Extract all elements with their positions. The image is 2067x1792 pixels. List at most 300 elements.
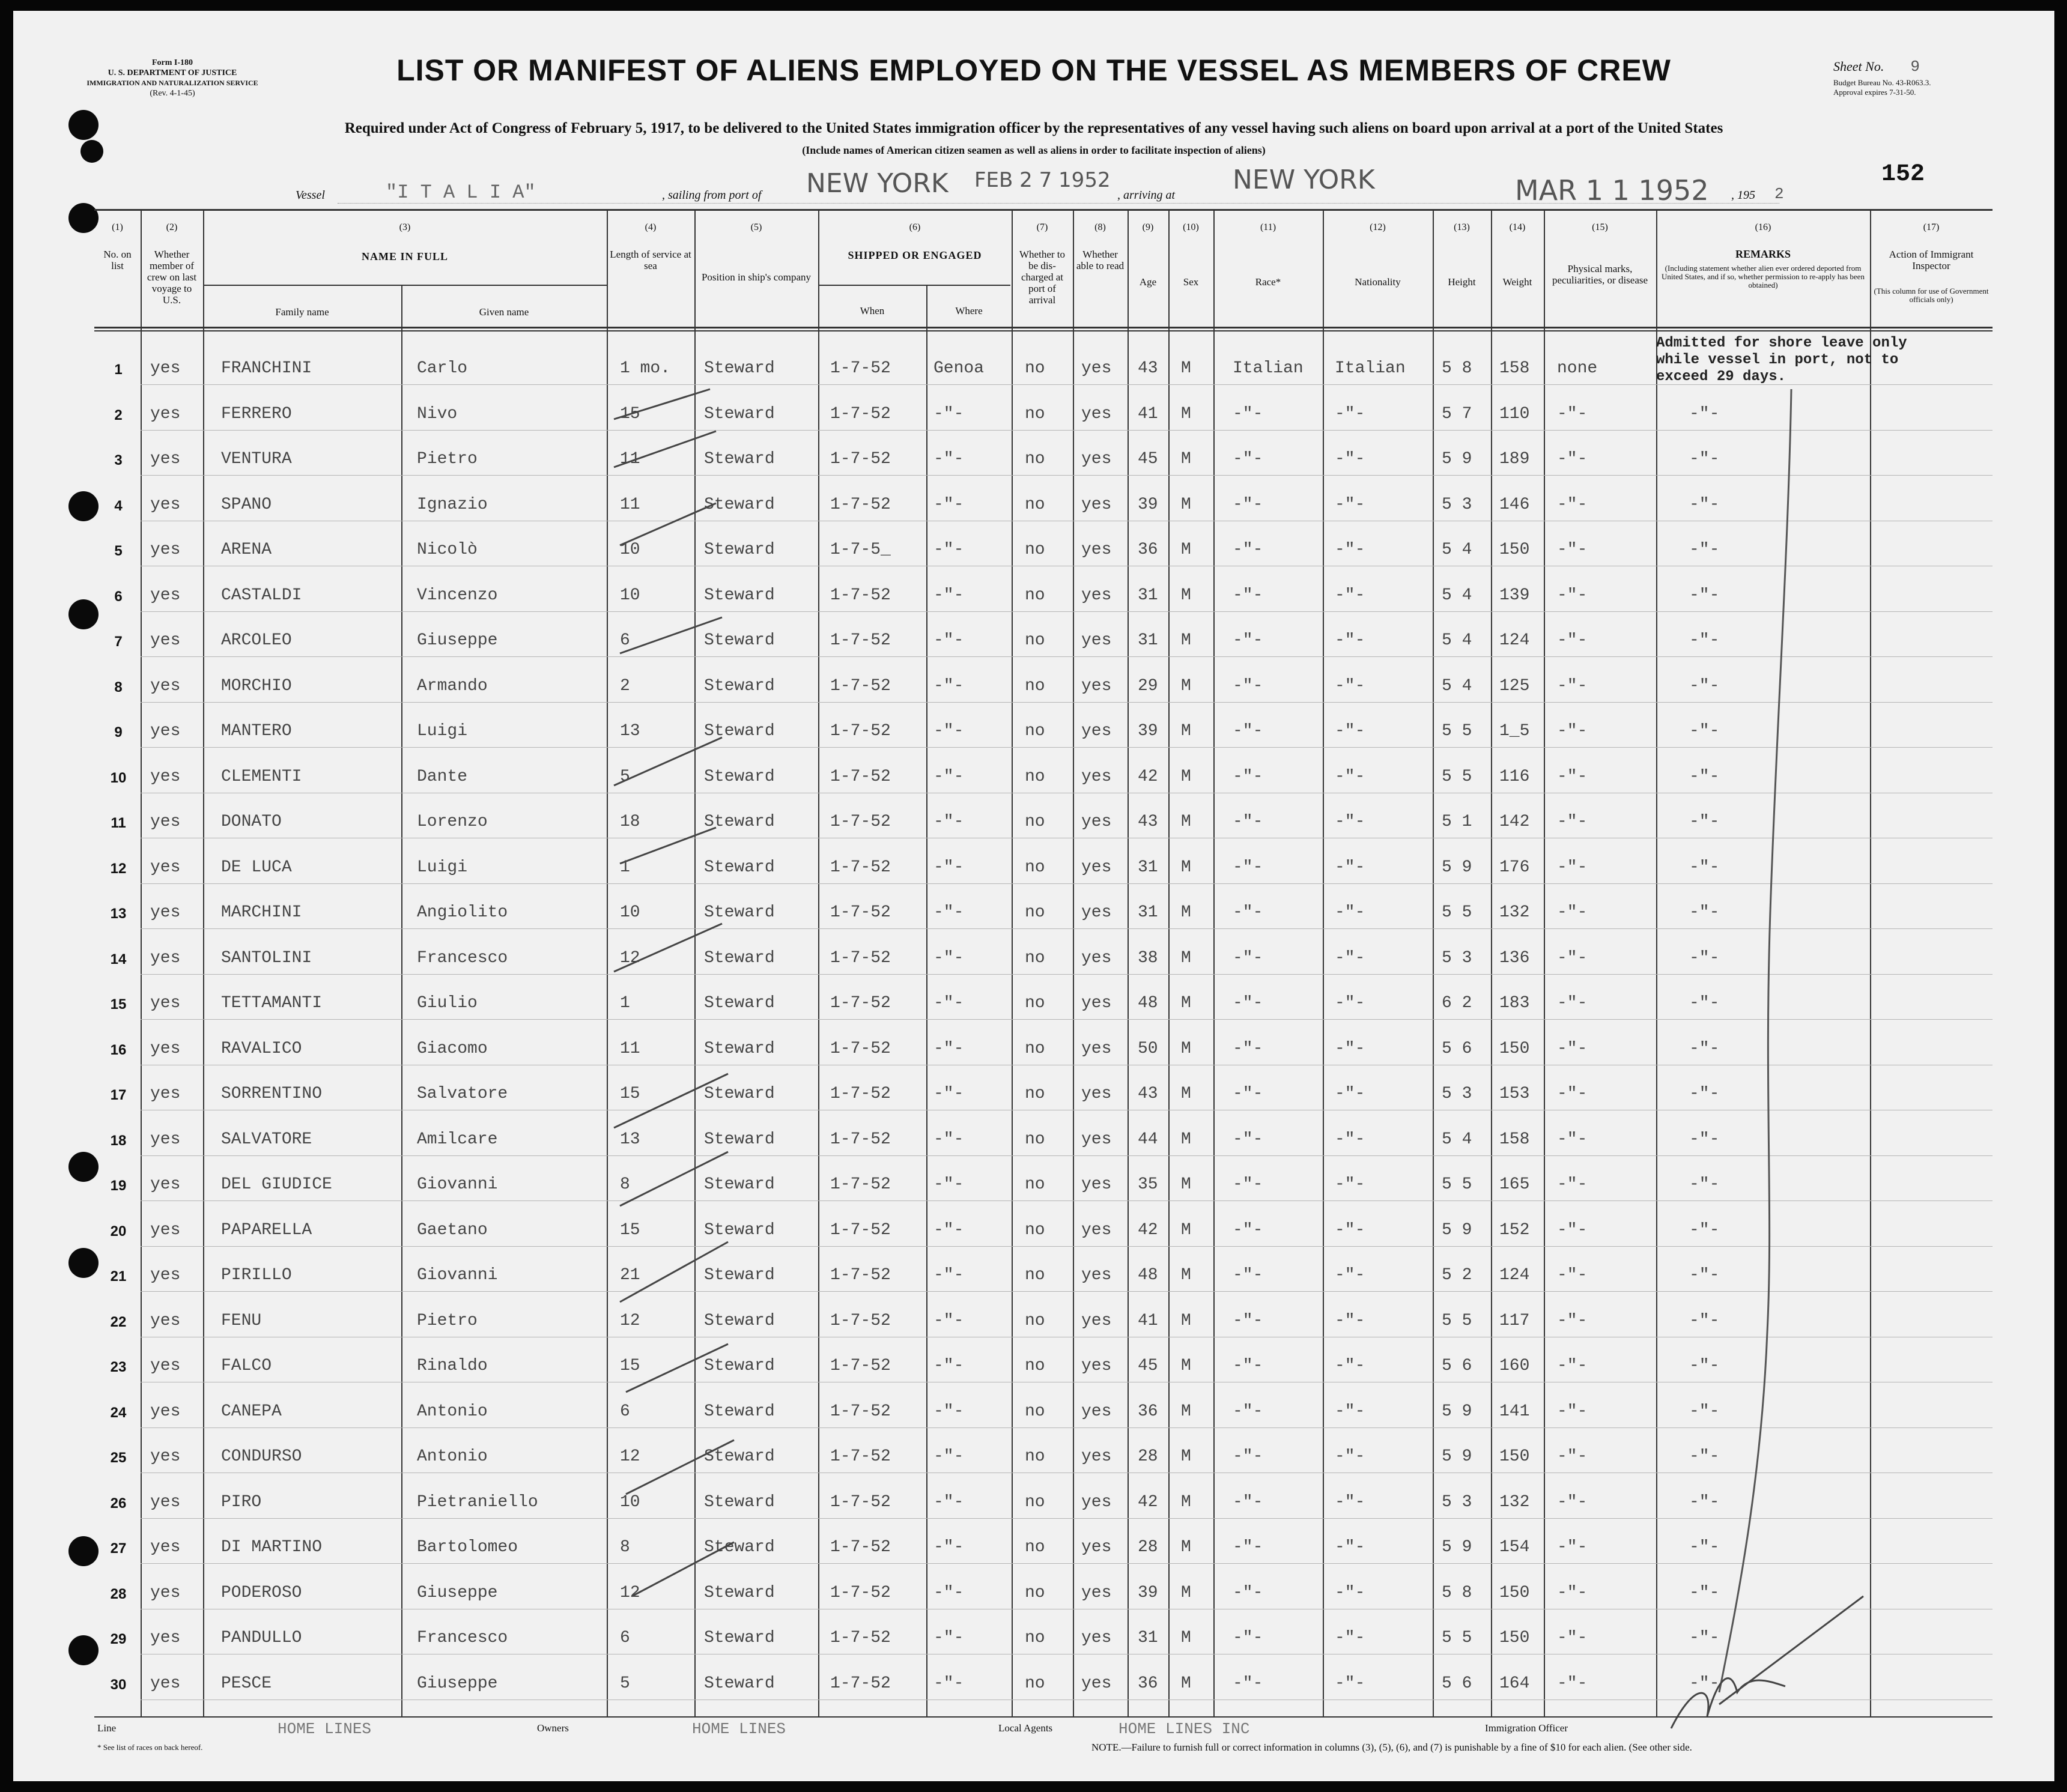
row-number: 26 <box>110 1495 127 1512</box>
position-cell: Steward <box>704 1492 775 1512</box>
family-name-cell: DI MARTINO <box>221 1538 323 1557</box>
shipped-when-cell: 1-7-52 <box>830 858 891 877</box>
remarks-cell: -"- <box>1689 1039 1720 1058</box>
height-cell: 5 4 <box>1442 676 1472 695</box>
physical-marks-cell: -"- <box>1557 1629 1588 1647</box>
column-header-c2: Whether member of crew on last voyage to U.S. <box>147 249 197 306</box>
sex-cell: M <box>1181 1266 1191 1285</box>
position-cell: Steward <box>704 858 775 877</box>
family-name-cell: ARCOLEO <box>221 631 292 650</box>
form-service: IMMIGRATION AND NATURALIZATION SERVICE <box>87 79 258 87</box>
voyage-cell: yes <box>150 1130 181 1149</box>
position-cell: Steward <box>704 359 775 378</box>
family-name-cell: FERRERO <box>221 404 292 423</box>
age-cell: 41 <box>1138 1311 1158 1330</box>
position-cell: Steward <box>704 450 775 468</box>
sex-cell: M <box>1181 359 1191 378</box>
given-name-cell: Pietro <box>417 450 478 468</box>
race-cell: -"- <box>1233 1447 1263 1466</box>
nationality-cell: -"- <box>1335 903 1365 922</box>
age-cell: 39 <box>1138 495 1158 514</box>
height-cell: 5 9 <box>1442 1538 1472 1557</box>
weight-cell: 117 <box>1499 1311 1530 1330</box>
voyage-cell: yes <box>150 1085 181 1103</box>
weight-cell: 146 <box>1499 495 1530 514</box>
service-cell: 18 <box>620 813 640 831</box>
physical-marks-cell: -"- <box>1557 948 1588 967</box>
service-cell: 6 <box>620 1629 630 1647</box>
shipped-where-cell: -"- <box>933 1266 964 1285</box>
row-number: 13 <box>110 906 127 922</box>
handwritten-annotations <box>13 11 2054 1781</box>
shipped-when-cell: 1-7-52 <box>830 1085 891 1103</box>
service-cell: 15 <box>620 1357 640 1375</box>
arrival-date: MAR 1 1 1952 <box>1515 174 1709 207</box>
column-header-c7: Whether to be dis-charged at port of arrival <box>1019 249 1065 306</box>
approval-expires: Approval expires 7-31-50. <box>1833 88 1916 97</box>
shipped-where-cell: -"- <box>933 1039 964 1058</box>
shipped-where-cell: -"- <box>933 676 964 695</box>
given-name-cell: Salvatore <box>417 1085 508 1103</box>
physical-marks-cell: -"- <box>1557 586 1588 605</box>
voyage-cell: yes <box>150 1266 181 1285</box>
weight-cell: 164 <box>1499 1674 1530 1693</box>
shipped-when-cell: 1-7-52 <box>830 813 891 831</box>
row-number: 25 <box>110 1450 127 1466</box>
family-name-cell: FALCO <box>221 1357 272 1375</box>
column-header-c4: Length of service at sea <box>610 249 691 271</box>
sex-cell: M <box>1181 1583 1191 1602</box>
shipped-where-cell: -"- <box>933 1674 964 1693</box>
able-to-read-cell: yes <box>1081 858 1112 877</box>
column-number-c2: (2) <box>166 222 178 232</box>
column-number-c14: (14) <box>1509 222 1526 232</box>
year-digit: 2 <box>1774 185 1784 203</box>
weight-cell: 152 <box>1499 1220 1530 1240</box>
physical-marks-cell: -"- <box>1557 450 1588 468</box>
given-name-cell: Antonio <box>417 1447 488 1466</box>
shipped-when-cell: 1-7-52 <box>830 1220 891 1240</box>
family-name-cell: RAVALICO <box>221 1039 302 1058</box>
position-cell: Steward <box>704 1311 775 1330</box>
line-value: HOME LINES <box>278 1720 372 1738</box>
height-cell: 5 5 <box>1442 1175 1472 1194</box>
weight-cell: 150 <box>1499 1039 1530 1058</box>
row-number: 20 <box>110 1223 127 1240</box>
shipped-where-cell: -"- <box>933 1447 964 1466</box>
service-cell: 15 <box>620 404 640 423</box>
form-dept: U. S. DEPARTMENT OF JUSTICE <box>108 68 237 77</box>
nationality-cell: -"- <box>1335 1492 1365 1512</box>
given-name-cell: Giulio <box>417 994 478 1013</box>
age-cell: 48 <box>1138 1266 1158 1285</box>
nationality-cell: -"- <box>1335 1402 1365 1421</box>
position-cell: Steward <box>704 1357 775 1375</box>
physical-marks-cell: -"- <box>1557 1674 1588 1693</box>
age-cell: 48 <box>1138 994 1158 1013</box>
service-cell: 12 <box>620 1583 640 1602</box>
able-to-read-cell: yes <box>1081 948 1112 967</box>
year-label: , 195 <box>1731 189 1755 202</box>
column-header-c16: REMARKS <box>1735 248 1791 260</box>
service-cell: 12 <box>620 1311 640 1330</box>
nationality-cell: -"- <box>1335 1357 1365 1375</box>
service-tick-marks <box>614 389 734 1596</box>
service-cell: 1 <box>620 994 630 1013</box>
service-cell: 1 mo. <box>620 359 671 378</box>
physical-marks-cell: -"- <box>1557 903 1588 922</box>
remarks-line-2: while vessel in port, not to <box>1656 352 1899 368</box>
height-cell: 5 5 <box>1442 722 1472 740</box>
remarks-cell: -"- <box>1689 858 1720 877</box>
sex-cell: M <box>1181 1039 1191 1058</box>
row-number: 22 <box>110 1313 127 1330</box>
shipped-where-cell: -"- <box>933 903 964 922</box>
voyage-cell: yes <box>150 676 181 695</box>
shipped-when-cell: 1-7-52 <box>830 767 891 786</box>
sex-cell: M <box>1181 1130 1191 1149</box>
shipped-when-cell: 1-7-52 <box>830 495 891 514</box>
weight-cell: 176 <box>1499 858 1530 877</box>
remarks-cell: -"- <box>1689 631 1720 650</box>
voyage-cell: yes <box>150 1538 181 1557</box>
position-cell: Steward <box>704 1175 775 1194</box>
given-name-cell: Pietraniello <box>417 1492 538 1512</box>
family-name-cell: FENU <box>221 1311 262 1330</box>
remarks-cell: -"- <box>1689 404 1720 423</box>
penalty-note: NOTE.—Failure to furnish full or correct information in columns (3), (5), (6), and (7) is punishable by a fine of $10 for each alien. (See other side. <box>1091 1742 1692 1753</box>
position-cell: Steward <box>704 1130 775 1149</box>
remarks-cell: -"- <box>1689 1220 1720 1240</box>
nationality-cell: -"- <box>1335 1175 1365 1194</box>
able-to-read-cell: yes <box>1081 1130 1112 1149</box>
shipped-when-cell: 1-7-52 <box>830 1357 891 1375</box>
column-number-c4: (4) <box>645 222 657 232</box>
weight-cell: 183 <box>1499 994 1530 1013</box>
column-number-c7: (7) <box>1036 222 1048 232</box>
discharged-cell: no <box>1025 1130 1045 1149</box>
column-number-c16: (16) <box>1755 222 1771 232</box>
physical-marks-cell: -"- <box>1557 1311 1588 1330</box>
discharged-cell: no <box>1025 586 1045 605</box>
nationality-cell: -"- <box>1335 631 1365 650</box>
shipped-where-cell: -"- <box>933 858 964 877</box>
service-cell: 11 <box>620 495 640 514</box>
sex-cell: M <box>1181 1629 1191 1647</box>
service-cell: 15 <box>620 1220 640 1240</box>
voyage-cell: yes <box>150 1447 181 1466</box>
race-cell: -"- <box>1233 1175 1263 1194</box>
height-cell: 5 6 <box>1442 1357 1472 1375</box>
service-cell: 10 <box>620 1492 640 1512</box>
weight-cell: 141 <box>1499 1402 1530 1421</box>
remarks-cell: -"- <box>1689 948 1720 967</box>
race-cell: -"- <box>1233 1085 1263 1103</box>
column-header-c11: Race* <box>1255 276 1281 288</box>
able-to-read-cell: yes <box>1081 495 1112 514</box>
physical-marks-cell: -"- <box>1557 631 1588 650</box>
sex-cell: M <box>1181 767 1191 786</box>
shipped-where-cell: -"- <box>933 1357 964 1375</box>
given-name-cell: Ignazio <box>417 495 488 514</box>
age-cell: 50 <box>1138 1039 1158 1058</box>
position-cell: Steward <box>704 722 775 740</box>
nationality-cell: -"- <box>1335 994 1365 1013</box>
discharged-cell: no <box>1025 1085 1045 1103</box>
sex-cell: M <box>1181 903 1191 922</box>
form-number: Form I-180 <box>151 58 193 67</box>
physical-marks-cell: -"- <box>1557 676 1588 695</box>
remarks-cell: -"- <box>1689 1674 1720 1693</box>
nationality-cell: -"- <box>1335 1674 1365 1693</box>
row-number: 19 <box>110 1178 127 1194</box>
nationality-cell: -"- <box>1335 1447 1365 1466</box>
sex-cell: M <box>1181 631 1191 650</box>
shipped-when-cell: 1-7-52 <box>830 404 891 423</box>
physical-marks-cell: -"- <box>1557 540 1588 559</box>
physical-marks-cell: -"- <box>1557 858 1588 877</box>
age-cell: 28 <box>1138 1447 1158 1466</box>
age-cell: 36 <box>1138 540 1158 559</box>
able-to-read-cell: yes <box>1081 1447 1112 1466</box>
remarks-cell: -"- <box>1689 903 1720 922</box>
physical-marks-cell: -"- <box>1557 1175 1588 1194</box>
height-cell: 5 9 <box>1442 1220 1472 1240</box>
position-cell: Steward <box>704 1266 775 1285</box>
family-name-cell: DE LUCA <box>221 858 292 877</box>
line-label: Line <box>97 1722 117 1734</box>
age-cell: 36 <box>1138 1674 1158 1693</box>
weight-cell: 110 <box>1499 404 1530 423</box>
given-name-cell: Gaetano <box>417 1220 488 1240</box>
ditto-pen-line <box>1719 389 1791 1692</box>
service-cell: 1 <box>620 858 630 877</box>
remarks-cell: -"- <box>1689 1629 1720 1647</box>
officer-label: Immigration Officer <box>1485 1722 1568 1734</box>
family-name-cell: PANDULLO <box>221 1629 302 1647</box>
service-cell: 11 <box>620 1039 640 1058</box>
service-cell: 10 <box>620 586 640 605</box>
column-number-c1: (1) <box>112 222 123 232</box>
shipped-where-cell: -"- <box>933 450 964 468</box>
service-cell: 5 <box>620 1674 630 1693</box>
sex-cell: M <box>1181 1085 1191 1103</box>
age-cell: 43 <box>1138 813 1158 831</box>
column-header-c17: Action of Immigrant Inspector <box>1889 249 1974 271</box>
nationality-cell: -"- <box>1335 1130 1365 1149</box>
weight-cell: 132 <box>1499 1492 1530 1512</box>
service-cell: 5 <box>620 767 630 786</box>
remarks-cell: -"- <box>1689 586 1720 605</box>
family-name-cell: PAPARELLA <box>221 1220 312 1240</box>
height-cell: 5 4 <box>1442 540 1472 559</box>
physical-marks-cell: -"- <box>1557 813 1588 831</box>
weight-cell: 139 <box>1499 586 1530 605</box>
arriving-port: NEW YORK <box>1233 165 1375 195</box>
shipped-where-cell: -"- <box>933 1175 964 1194</box>
able-to-read-cell: yes <box>1081 359 1112 378</box>
service-cell: 12 <box>620 948 640 967</box>
nationality-cell: -"- <box>1335 1629 1365 1647</box>
voyage-cell: yes <box>150 994 181 1013</box>
inspector-header-note: (This column for use of Government officials only) <box>1874 286 1989 304</box>
service-cell: 10 <box>620 540 640 559</box>
voyage-cell: yes <box>150 495 181 514</box>
column-number-c15: (15) <box>1592 222 1608 232</box>
given-name-cell: Lorenzo <box>417 813 488 831</box>
sheet-number: 9 <box>1910 58 1920 76</box>
physical-marks-cell: -"- <box>1557 1357 1588 1375</box>
row-number: 17 <box>110 1087 127 1103</box>
position-cell: Steward <box>704 676 775 695</box>
column-number-c6: (6) <box>909 222 921 232</box>
age-cell: 42 <box>1138 1492 1158 1512</box>
shipped-where-cell: -"- <box>933 1130 964 1149</box>
age-cell: 31 <box>1138 1629 1158 1647</box>
family-name-cell: DONATO <box>221 813 282 831</box>
row-number: 30 <box>110 1676 127 1693</box>
height-cell: 5 4 <box>1442 631 1472 650</box>
discharged-cell: no <box>1025 495 1045 514</box>
weight-cell: 160 <box>1499 1357 1530 1375</box>
height-cell: 5 9 <box>1442 858 1472 877</box>
row-number: 23 <box>110 1359 127 1375</box>
remarks-cell: -"- <box>1689 676 1720 695</box>
height-cell: 6 2 <box>1442 994 1472 1013</box>
given-name-cell: Rinaldo <box>417 1357 488 1375</box>
discharged-cell: no <box>1025 450 1045 468</box>
column-header-c12: Nationality <box>1355 276 1401 288</box>
weight-cell: 158 <box>1499 359 1530 378</box>
shipped-where-cell: -"- <box>933 994 964 1013</box>
position-cell: Steward <box>704 948 775 967</box>
position-cell: Steward <box>704 631 775 650</box>
service-cell: 6 <box>620 631 630 650</box>
physical-marks-cell: -"- <box>1557 767 1588 786</box>
given-name-cell: Bartolomeo <box>417 1538 518 1557</box>
nationality-cell: -"- <box>1335 404 1365 423</box>
height-cell: 5 9 <box>1442 450 1472 468</box>
row-number: 7 <box>114 634 123 650</box>
height-cell: 5 3 <box>1442 495 1472 514</box>
nationality-cell: -"- <box>1335 1583 1365 1602</box>
shipped-when-cell: 1-7-52 <box>830 1266 891 1285</box>
age-cell: 43 <box>1138 1085 1158 1103</box>
column-number-c3: (3) <box>399 222 411 232</box>
age-cell: 39 <box>1138 722 1158 740</box>
race-cell: -"- <box>1233 450 1263 468</box>
column-number-c12: (12) <box>1370 222 1386 232</box>
row-number: 5 <box>114 543 123 559</box>
age-cell: 31 <box>1138 586 1158 605</box>
given-name-cell: Francesco <box>417 1629 508 1647</box>
physical-marks-cell: -"- <box>1557 1583 1588 1602</box>
voyage-cell: yes <box>150 1357 181 1375</box>
sex-cell: M <box>1181 722 1191 740</box>
physical-marks-cell: -"- <box>1557 1220 1588 1240</box>
height-cell: 5 3 <box>1442 1085 1472 1103</box>
sex-cell: M <box>1181 994 1191 1013</box>
age-cell: 31 <box>1138 631 1158 650</box>
owners-value: HOME LINES <box>692 1720 786 1738</box>
remarks-cell: -"- <box>1689 1311 1720 1330</box>
sailing-date: FEB 2 7 1952 <box>974 168 1111 192</box>
shipped-when-cell: 1-7-52 <box>830 1039 891 1058</box>
discharged-cell: no <box>1025 1583 1045 1602</box>
shipped-when-cell: 1-7-52 <box>830 1538 891 1557</box>
race-cell: -"- <box>1233 1583 1263 1602</box>
physical-marks-cell: -"- <box>1557 1039 1588 1058</box>
race-cell: -"- <box>1233 948 1263 967</box>
position-cell: Steward <box>704 1583 775 1602</box>
position-cell: Steward <box>704 1402 775 1421</box>
able-to-read-cell: yes <box>1081 1266 1112 1285</box>
remarks-cell: -"- <box>1689 1538 1720 1557</box>
given-name-cell: Giovanni <box>417 1175 498 1194</box>
nationality-cell: -"- <box>1335 767 1365 786</box>
able-to-read-cell: yes <box>1081 676 1112 695</box>
sex-cell: M <box>1181 404 1191 423</box>
family-name-cell: SORRENTINO <box>221 1085 323 1103</box>
sex-cell: M <box>1181 1492 1191 1512</box>
race-cell: -"- <box>1233 858 1263 877</box>
column-header-c3: NAME IN FULL <box>361 250 448 262</box>
physical-marks-cell: -"- <box>1557 994 1588 1013</box>
remarks-cell: -"- <box>1689 722 1720 740</box>
race-cell: -"- <box>1233 813 1263 831</box>
discharged-cell: no <box>1025 1674 1045 1693</box>
remarks-cell: -"- <box>1689 1130 1720 1149</box>
discharged-cell: no <box>1025 359 1045 378</box>
age-cell: 41 <box>1138 404 1158 423</box>
remarks-line-3: exceed 29 days. <box>1656 369 1786 385</box>
column-header-c15: Physical marks, peculiarities, or disease <box>1552 263 1648 286</box>
race-cell: -"- <box>1233 404 1263 423</box>
race-note: * See list of races on back hereof. <box>97 1743 203 1752</box>
age-cell: 45 <box>1138 1357 1158 1375</box>
family-name-cell: PIRO <box>221 1492 262 1512</box>
shipped-when-cell: 1-7-52 <box>830 359 891 378</box>
service-cell: 10 <box>620 903 640 922</box>
able-to-read-cell: yes <box>1081 1402 1112 1421</box>
remarks-cell: -"- <box>1689 495 1720 514</box>
service-cell: 8 <box>620 1175 630 1194</box>
form-rev: (Rev. 4-1-45) <box>150 89 195 98</box>
voyage-cell: yes <box>150 586 181 605</box>
able-to-read-cell: yes <box>1081 586 1112 605</box>
voyage-cell: yes <box>150 948 181 967</box>
able-to-read-cell: yes <box>1081 1629 1112 1647</box>
shipped-when-cell: 1-7-52 <box>830 1492 891 1512</box>
discharged-cell: no <box>1025 994 1045 1013</box>
race-cell: -"- <box>1233 1220 1263 1240</box>
shipped-where-cell: -"- <box>933 631 964 650</box>
able-to-read-cell: yes <box>1081 767 1112 786</box>
given-name-cell: Luigi <box>417 722 468 740</box>
given-name-cell: Antonio <box>417 1402 488 1421</box>
row-number: 24 <box>110 1404 127 1421</box>
given-name-cell: Vincenzo <box>417 586 498 605</box>
nationality-cell: -"- <box>1335 495 1365 514</box>
family-name-cell: VENTURA <box>221 450 292 468</box>
given-name-cell: Angiolito <box>417 903 508 922</box>
physical-marks-cell: -"- <box>1557 1402 1588 1421</box>
voyage-cell: yes <box>150 631 181 650</box>
shipped-when-cell: 1-7-52 <box>830 1175 891 1194</box>
remarks-cell: -"- <box>1689 1175 1720 1194</box>
age-cell: 45 <box>1138 450 1158 468</box>
service-cell: 21 <box>620 1266 640 1285</box>
